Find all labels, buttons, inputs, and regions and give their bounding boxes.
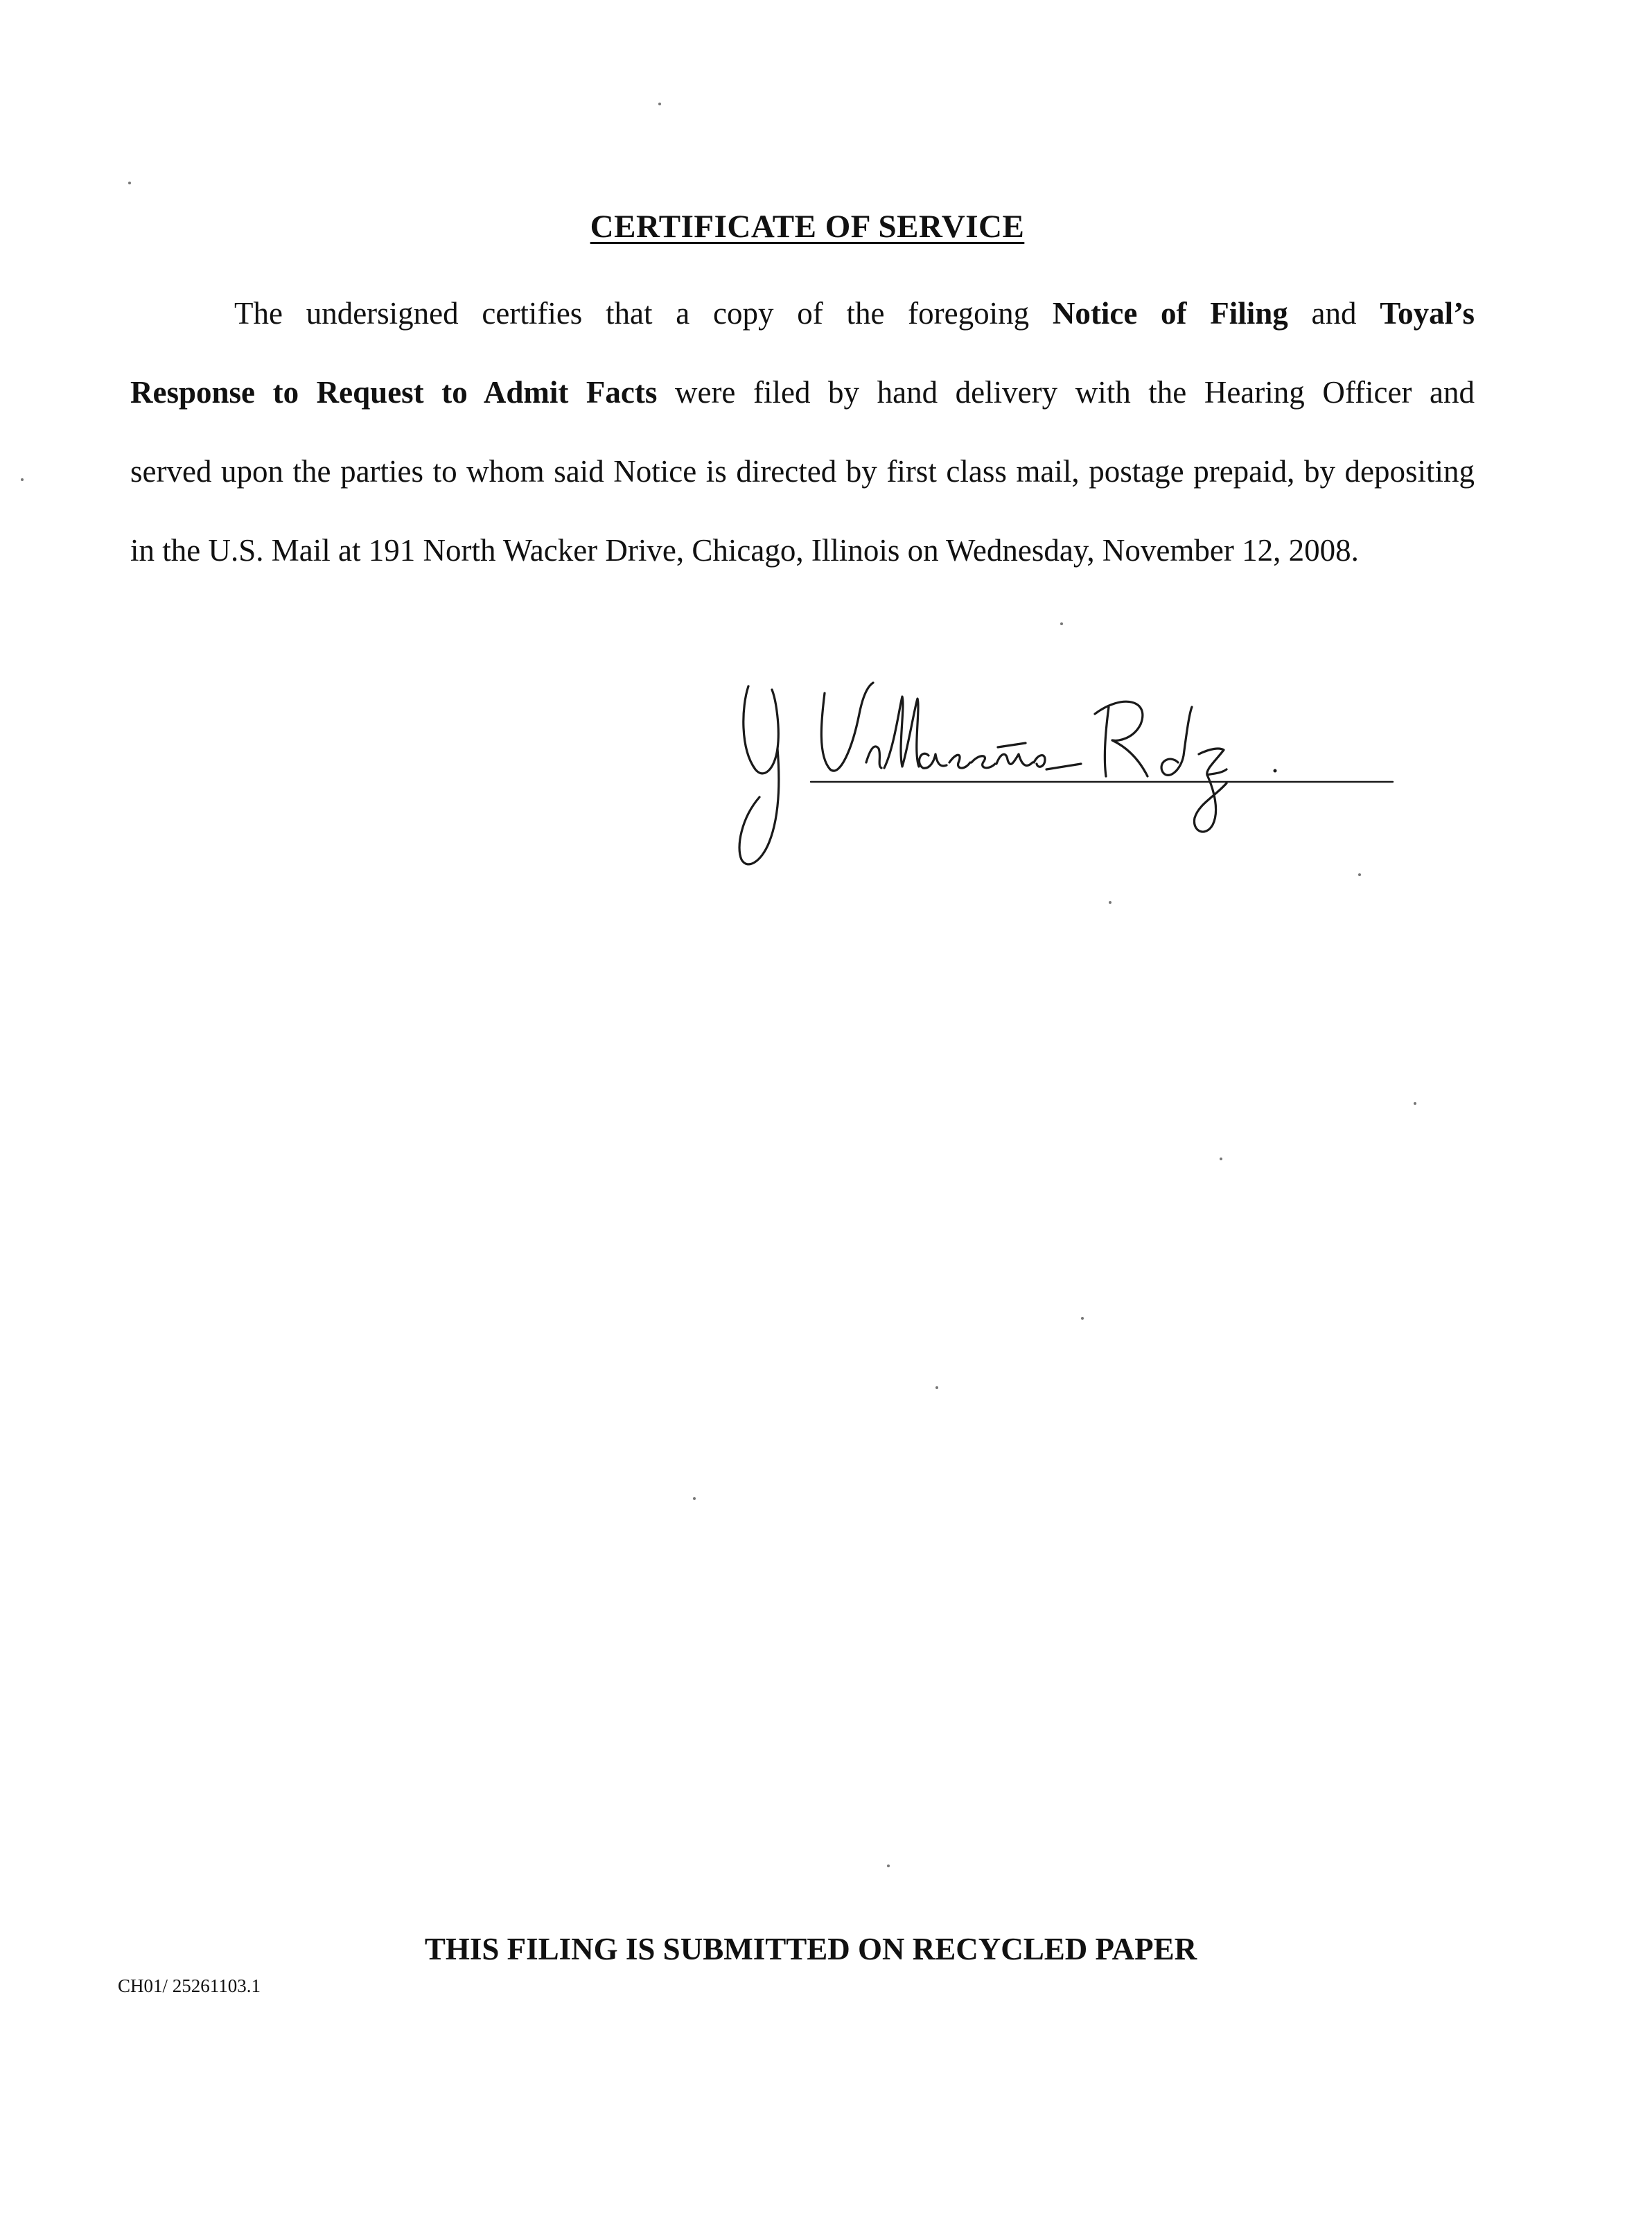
scan-speck [935,1386,938,1389]
document-title: CERTIFICATE OF SERVICE [590,209,1025,245]
recycled-paper-notice: THIS FILING IS SUBMITTED ON RECYCLED PAPER [424,1932,1197,1966]
scan-speck [21,478,24,481]
certificate-paragraph [130,274,1475,590]
document-id: CH01/ 25261103.1 [118,1975,261,1996]
paragraph-line-4: in the U.S. Mail at 191 North Wacker Drive, Chicago, Illinois on Wednesday, November 12, 2008. [130,533,1359,568]
scan-speck [128,182,131,184]
handwritten-signature [721,665,1400,887]
scan-speck [1358,873,1361,876]
scan-speck [1060,622,1063,625]
scan-speck [1109,901,1111,904]
scan-speck [1081,1317,1084,1320]
paragraph-text: and [1288,296,1380,331]
paragraph-line-3: served upon the parties to whom said Notice is directed by first class mail, postage prepaid, by depositing [130,454,1475,489]
notice-of-filing-text: Notice of Filing [1052,296,1288,331]
paragraph-text: were filed by hand delivery with the Hearing Officer and [657,375,1475,410]
paragraph-text: The undersigned certifies that a copy of the foregoing [234,296,1053,331]
paragraph-line-2 [130,353,1475,432]
scan-speck [1220,1158,1222,1160]
scan-speck [887,1865,890,1867]
scan-speck [1414,1102,1416,1105]
scan-speck [693,1497,696,1500]
response-title-text: Response to Request to Admit Facts [130,375,658,410]
scan-speck [658,103,661,105]
paragraph-line-1 [130,274,1475,353]
toyals-text: Toyal’s [1380,296,1475,331]
